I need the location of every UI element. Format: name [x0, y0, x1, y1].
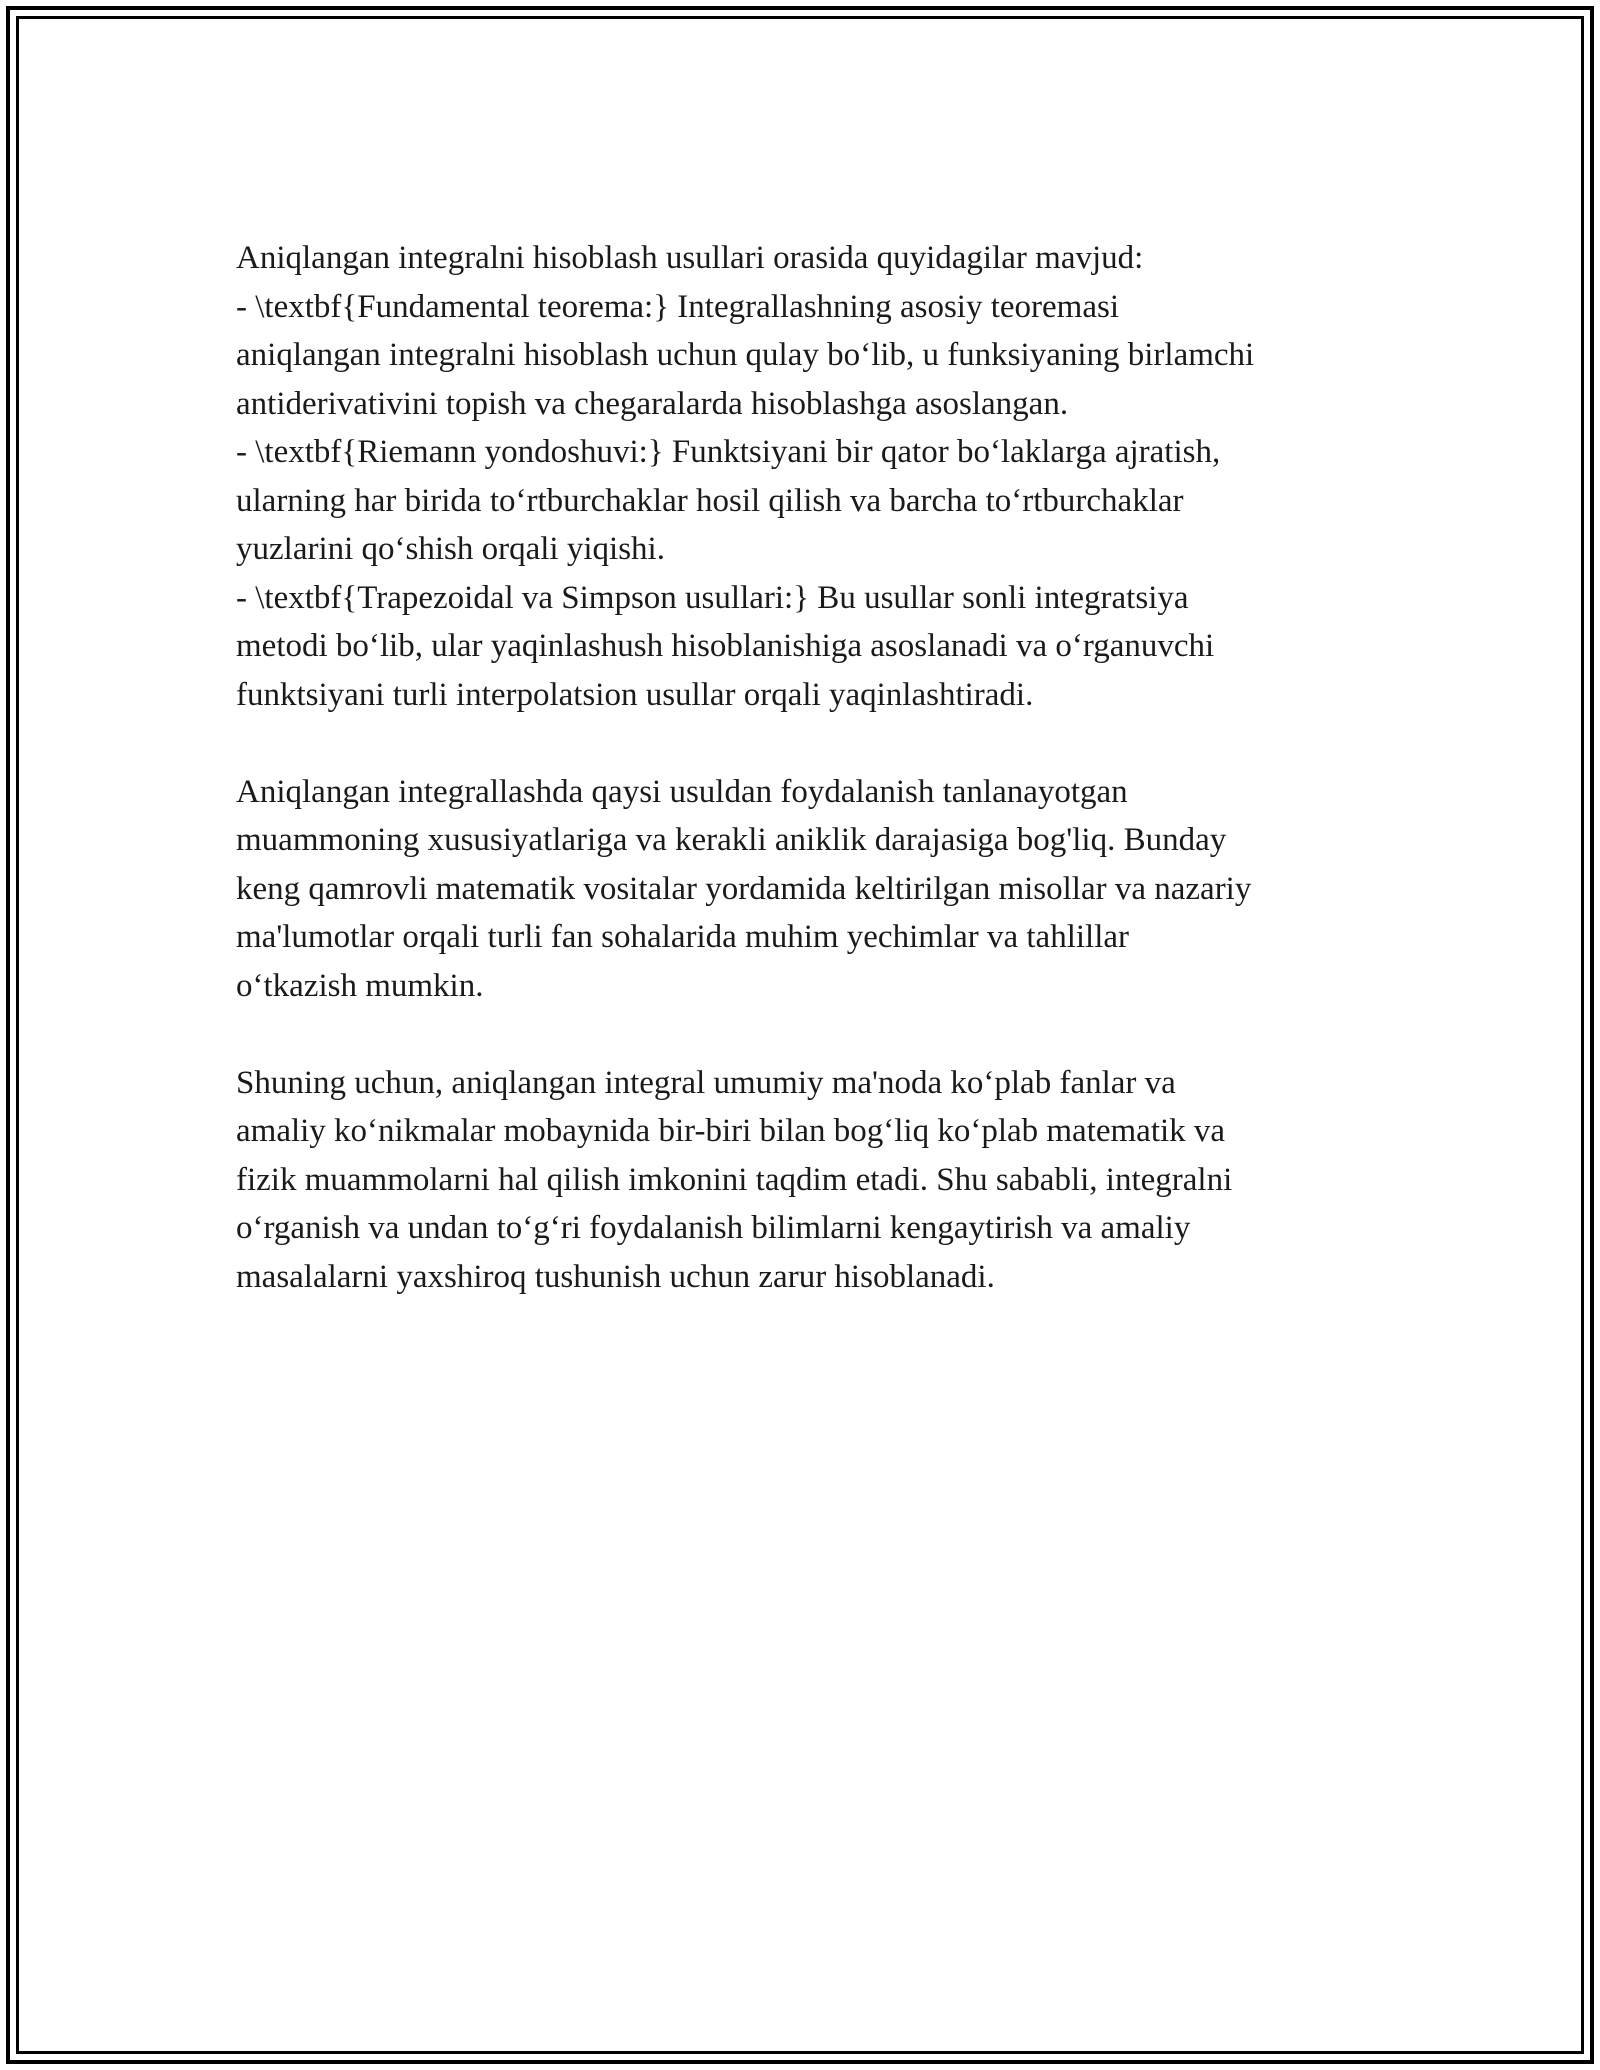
text-line: - \textbf{Fundamental teorema:} Integrallashning asosiy teoremasi — [236, 288, 1120, 325]
text-line: fizik muammolarni hal qilish imkonini taqdim etadi. Shu sababli, integralni — [236, 1161, 1233, 1198]
document-body — [236, 234, 1376, 1301]
text-line: yuzlarini qo‘shish orqali yiqishi. — [236, 531, 665, 567]
text-line: masalalarni yaxshiroq tushunish uchun zarur hisoblanadi. — [236, 1258, 995, 1295]
paragraph-method-choice — [236, 768, 1376, 1011]
text-line: o‘rganish va undan to‘g‘ri foydalanish bilimlarni kengaytirish va amaliy — [236, 1210, 1191, 1246]
paragraph-methods-list — [236, 234, 1376, 719]
text-line: aniqlangan integralni hisoblash uchun qulay bo‘lib, u funksiyaning birlamchi — [236, 337, 1255, 373]
text-line: keng qamrovli matematik vositalar yordamida keltirilgan misollar va nazariy — [236, 870, 1252, 907]
text-line: funktsiyani turli interpolatsion usullar orqali yaqinlashtiradi. — [236, 676, 1034, 713]
text-line: metodi bo‘lib, ular yaqinlashush hisoblanishiga asoslanadi va o‘rganuvchi — [236, 628, 1215, 664]
paragraph-spacer — [236, 1010, 1376, 1059]
text-line: Aniqlangan integrallashda qaysi usuldan foydalanish tanlanayotgan — [236, 773, 1128, 810]
text-line: - \textbf{Trapezoidal va Simpson usullari:} Bu usullar sonli integratsiya — [236, 579, 1189, 616]
text-line: Shuning uchun, aniqlangan integral umumiy ma'noda ko‘plab fanlar va — [236, 1064, 1176, 1101]
text-line: - \textbf{Riemann yondoshuvi:} Funktsiyani bir qator bo‘laklarga ajratish, — [236, 434, 1221, 470]
text-line: amaliy ko‘nikmalar mobaynida bir-biri bilan bog‘liq ko‘plab matematik va — [236, 1113, 1226, 1149]
text-line: ularning har birida to‘rtburchaklar hosil qilish va barcha to‘rtburchaklar — [236, 482, 1184, 519]
text-line: Aniqlangan integralni hisoblash usullari orasida quyidagilar mavjud: — [236, 240, 1144, 276]
paragraph-conclusion — [236, 1059, 1376, 1302]
text-line: o‘tkazish mumkin. — [236, 967, 484, 1004]
text-line: ma'lumotlar orqali turli fan sohalarida muhim yechimlar va tahlillar — [236, 919, 1129, 955]
text-line: antiderivativini topish va chegaralarda hisoblashga asoslangan. — [236, 385, 1069, 422]
paragraph-spacer — [236, 719, 1376, 768]
text-line: muammoning xususiyatlariga va kerakli aniklik darajasiga bog'liq. Bunday — [236, 822, 1227, 858]
